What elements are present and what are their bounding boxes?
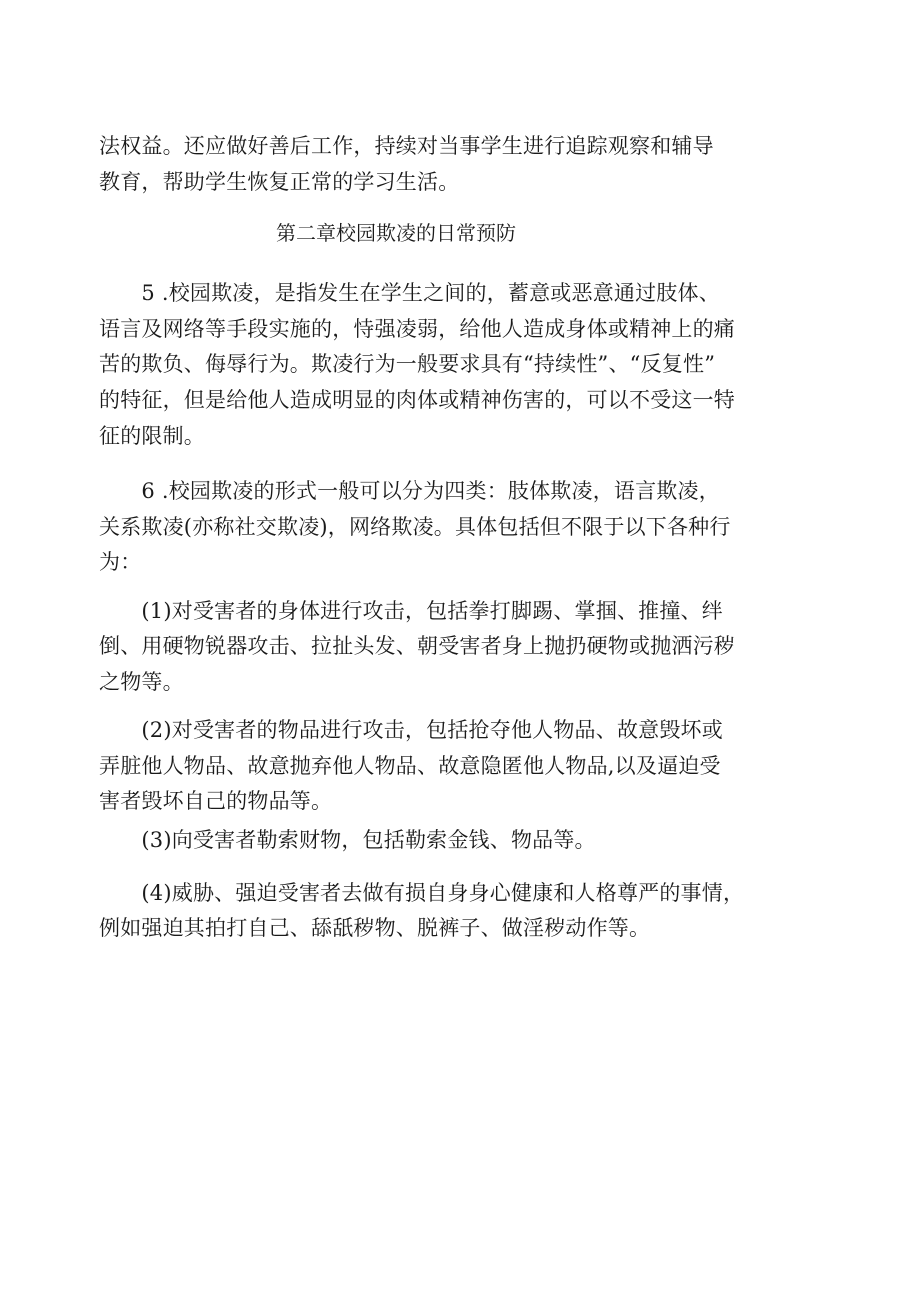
text-line: 语言及网络等手段实施的，恃强凌弱，给他人造成身体或精神上的痛 — [99, 317, 735, 341]
text-line: 6 .校园欺凌的形式一般可以分为四类：肢体欺凌，语言欺凌， — [99, 479, 720, 503]
text-line: 的特征，但是给他人造成明显的肉体或精神伤害的，可以不受这一特 — [99, 388, 735, 412]
text-line: 关系欺凌(亦称社交欺凌)，网络欺凌。具体包括但不限于以下各种行 — [99, 515, 731, 539]
chapter-title: 第二章校园欺凌的日常预防 — [276, 221, 516, 245]
text-line: 苦的欺负、侮辱行为。欺凌行为一般要求具有“持续性”、“反复性” — [99, 352, 716, 376]
text-line: 法权益。还应做好善后工作，持续对当事学生进行追踪观察和辅导 — [99, 134, 714, 158]
text-line: (3)向受害者勒索财物，包括勒索金钱、物品等。 — [99, 828, 596, 852]
text-line: 例如强迫其拍打自己、舔舐秽物、脱裤子、做淫秽动作等。 — [99, 916, 651, 940]
text-line: (1)对受害者的身体进行攻击，包括拳打脚踢、掌掴、推撞、绊 — [99, 599, 723, 623]
text-line: 教育，帮助学生恢复正常的学习生活。 — [99, 170, 460, 194]
text-line: 倒、用硬物锐器攻击、拉扯头发、朝受害者身上抛扔硬物或抛洒污秽 — [99, 634, 735, 658]
text-line: (4)威胁、强迫受害者去做有损自身身心健康和人格尊严的事情， — [99, 881, 745, 905]
text-line: 征的限制。 — [99, 424, 205, 448]
text-line: 弄脏他人物品、故意抛弃他人物品、故意隐匿他人物品,以及逼迫受 — [99, 754, 721, 778]
text-line: (2)对受害者的物品进行攻击，包括抢夺他人物品、故意毁坏或 — [99, 718, 723, 742]
text-line: 之物等。 — [99, 670, 184, 694]
text-line: 5 .校园欺凌，是指发生在学生之间的，蓄意或恶意通过肢体、 — [99, 281, 720, 305]
text-line: 害者毁坏自己的物品等。 — [99, 789, 333, 813]
text-line: 为： — [99, 550, 142, 574]
